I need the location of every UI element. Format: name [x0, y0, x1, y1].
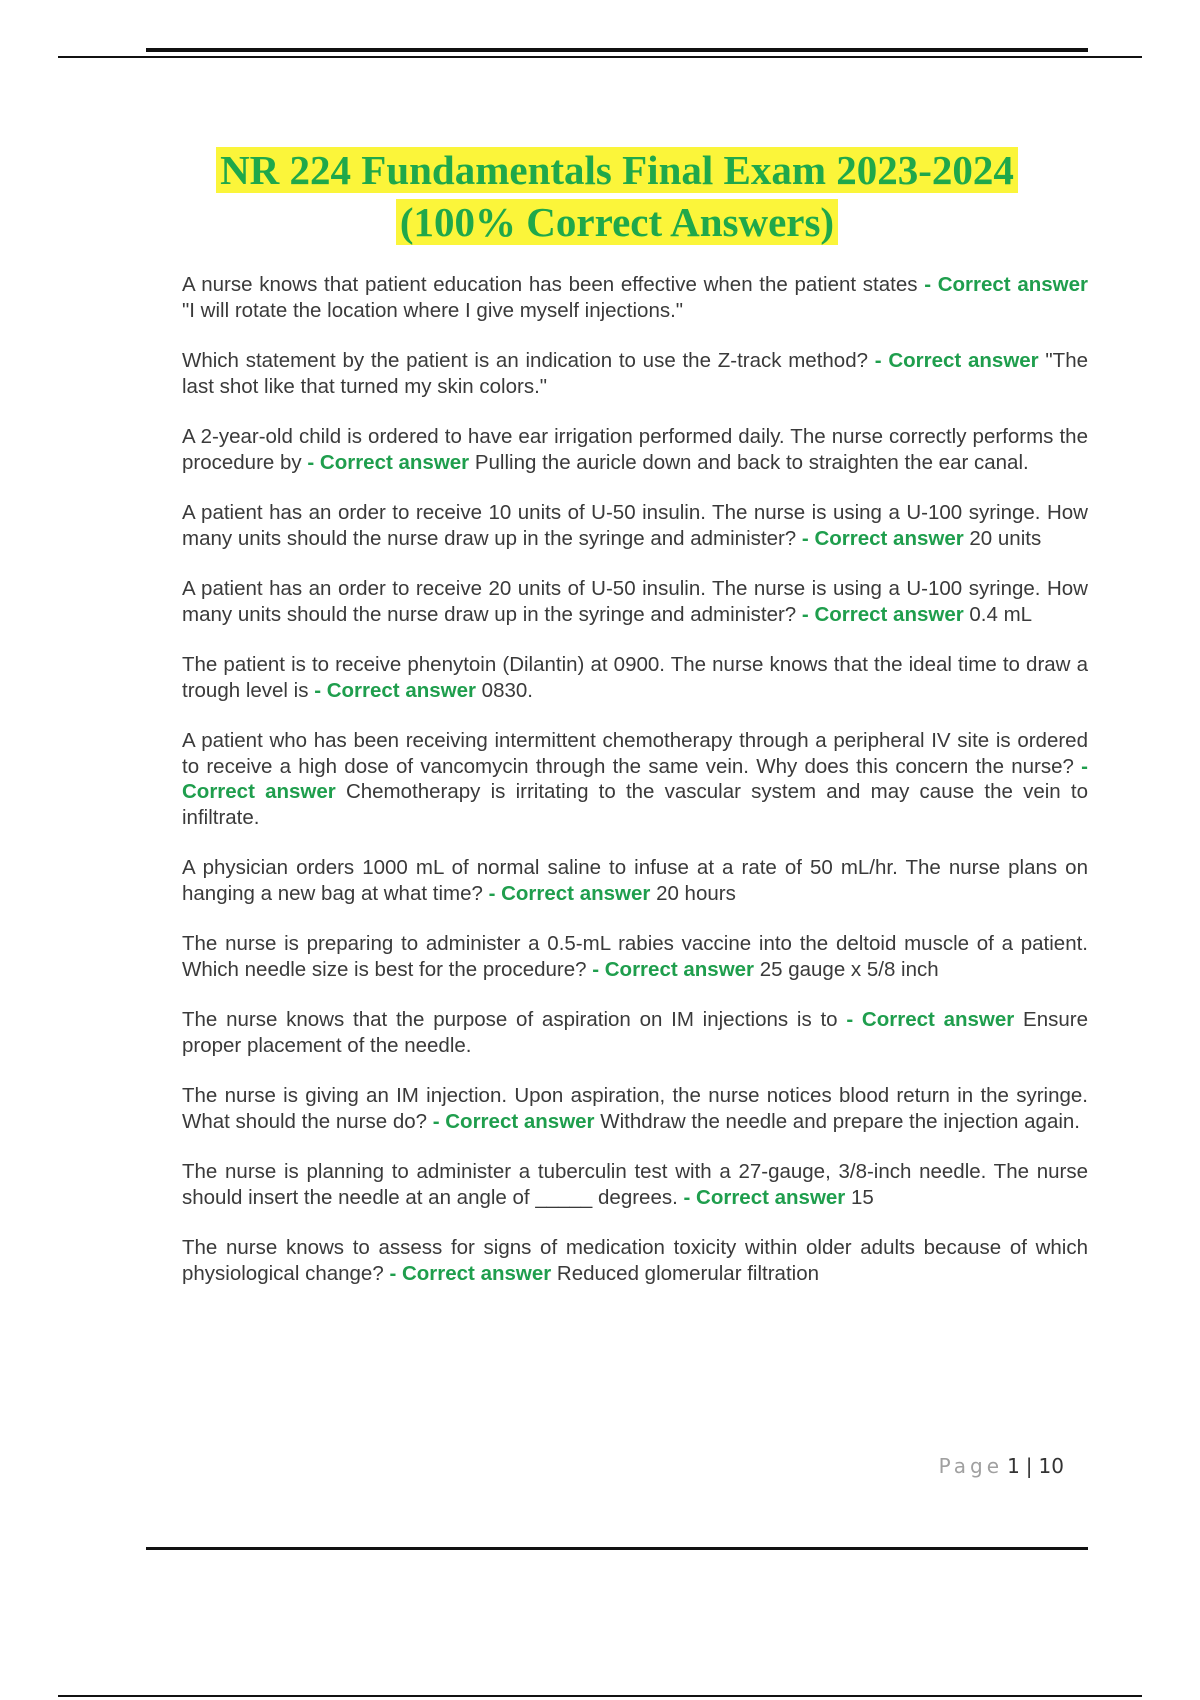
- correct-answer-marker: - Correct answer: [683, 1185, 846, 1209]
- header-rule-thick: [146, 48, 1088, 52]
- qa-item: [182, 1007, 1088, 1058]
- answer-text: 15: [850, 1185, 874, 1209]
- answer-text: 0.4 mL: [969, 602, 1033, 626]
- answer-text: 20 units: [969, 526, 1042, 550]
- header-rule-thin: [58, 56, 1142, 58]
- question-text: A patient has an order to receive 20 units of U-50 insulin. The nurse is using a U-100 syringe. How many units should the nurse draw up in the syringe and administer?: [182, 577, 1088, 626]
- title-line-2: (100% Correct Answers): [396, 199, 838, 245]
- title-line-1: NR 224 Fundamentals Final Exam 2023-2024: [216, 147, 1018, 193]
- qa-item: [182, 272, 1088, 323]
- answer-text: Withdraw the needle and prepare the injection again.: [600, 1109, 1081, 1133]
- footer-rule-thick: [146, 1547, 1088, 1550]
- current-page: 1: [1007, 1454, 1020, 1478]
- answer-text: "The last shot like that turned my skin colors.": [182, 349, 1088, 398]
- correct-answer-marker: - Correct answer: [801, 526, 964, 550]
- qa-item: [182, 1235, 1088, 1286]
- correct-answer-marker: - Correct answer: [846, 1008, 1015, 1031]
- correct-answer-marker: - Correct answer: [389, 1261, 552, 1285]
- correct-answer-marker: - Correct answer: [924, 273, 1088, 296]
- answer-text: Reduced glomerular filtration: [556, 1261, 819, 1285]
- question-text: A nurse knows that patient education has been effective when the patient states: [182, 273, 918, 296]
- qa-list: [182, 272, 1088, 1311]
- qa-item: [182, 500, 1088, 551]
- page-number: [939, 1454, 1064, 1478]
- correct-answer-marker: - Correct answer: [314, 678, 476, 702]
- question-text: The nurse is planning to administer a tuberculin test with a 27-gauge, 3/8-inch needle. The nurse should insert the needle at an angle of _____ degrees.: [182, 1160, 1088, 1209]
- question-text: The nurse knows that the purpose of aspiration on IM injections is to: [182, 1008, 838, 1031]
- correct-answer-marker: - Correct answer: [488, 881, 651, 905]
- qa-item: [182, 576, 1088, 627]
- document-title: [146, 144, 1088, 248]
- question-text: The patient is to receive phenytoin (Dilantin) at 0900. The nurse knows that the ideal time to draw a trough level is: [182, 653, 1088, 702]
- qa-item: [182, 931, 1088, 982]
- answer-text: 20 hours: [656, 881, 736, 905]
- question-text: A 2-year-old child is ordered to have ear irrigation performed daily. The nurse correctly performs the procedure by: [182, 425, 1088, 474]
- answer-text: Pulling the auricle down and back to straighten the ear canal.: [474, 450, 1029, 474]
- question-text: The nurse knows to assess for signs of medication toxicity within older adults because of which physiological change?: [182, 1236, 1088, 1285]
- answer-text: Ensure proper placement of the needle.: [182, 1008, 1088, 1057]
- question-text: A patient who has been receiving intermittent chemotherapy through a peripheral IV site is ordered to receive a high dose of vancomycin through the same vein. Why does this concern the nurse?: [182, 729, 1088, 778]
- qa-item: [182, 424, 1088, 475]
- question-text: A physician orders 1000 mL of normal saline to infuse at a rate of 50 mL/hr. The nurse plans on hanging a new bag at what time?: [182, 856, 1088, 905]
- answer-text: 0830.: [481, 678, 533, 702]
- correct-answer-marker: - Correct answer: [874, 349, 1039, 372]
- correct-answer-marker: - Correct answer: [801, 602, 964, 626]
- question-text: The nurse is giving an IM injection. Upon aspiration, the nurse notices blood return in the syringe. What should the nurse do?: [182, 1084, 1088, 1133]
- correct-answer-marker: - Correct answer: [432, 1109, 595, 1133]
- qa-item: [182, 855, 1088, 906]
- qa-item: [182, 348, 1088, 399]
- page-separator: |: [1025, 1454, 1033, 1478]
- footer-rule-thin: [58, 1695, 1142, 1697]
- total-pages: 10: [1038, 1454, 1064, 1478]
- qa-item: [182, 652, 1088, 703]
- correct-answer-marker: - Correct answer: [182, 754, 1088, 803]
- answer-text: Chemotherapy is irritating to the vascular system and may cause the vein to infiltrate.: [182, 780, 1088, 829]
- answer-text: "I will rotate the location where I give myself injections.": [182, 298, 684, 322]
- qa-item: [182, 1159, 1088, 1210]
- correct-answer-marker: - Correct answer: [592, 957, 755, 981]
- page-label: Page: [938, 1454, 1004, 1478]
- qa-item: [182, 728, 1088, 830]
- qa-item: [182, 1083, 1088, 1134]
- answer-text: 25 gauge x 5/8 inch: [759, 957, 939, 981]
- question-text: Which statement by the patient is an indication to use the Z-track method?: [182, 349, 869, 372]
- question-text: A patient has an order to receive 10 units of U-50 insulin. The nurse is using a U-100 syringe. How many units should the nurse draw up in the syringe and administer?: [182, 501, 1088, 550]
- question-text: The nurse is preparing to administer a 0.5-mL rabies vaccine into the deltoid muscle of a patient. Which needle size is best for the procedure?: [182, 932, 1088, 981]
- correct-answer-marker: - Correct answer: [307, 450, 470, 474]
